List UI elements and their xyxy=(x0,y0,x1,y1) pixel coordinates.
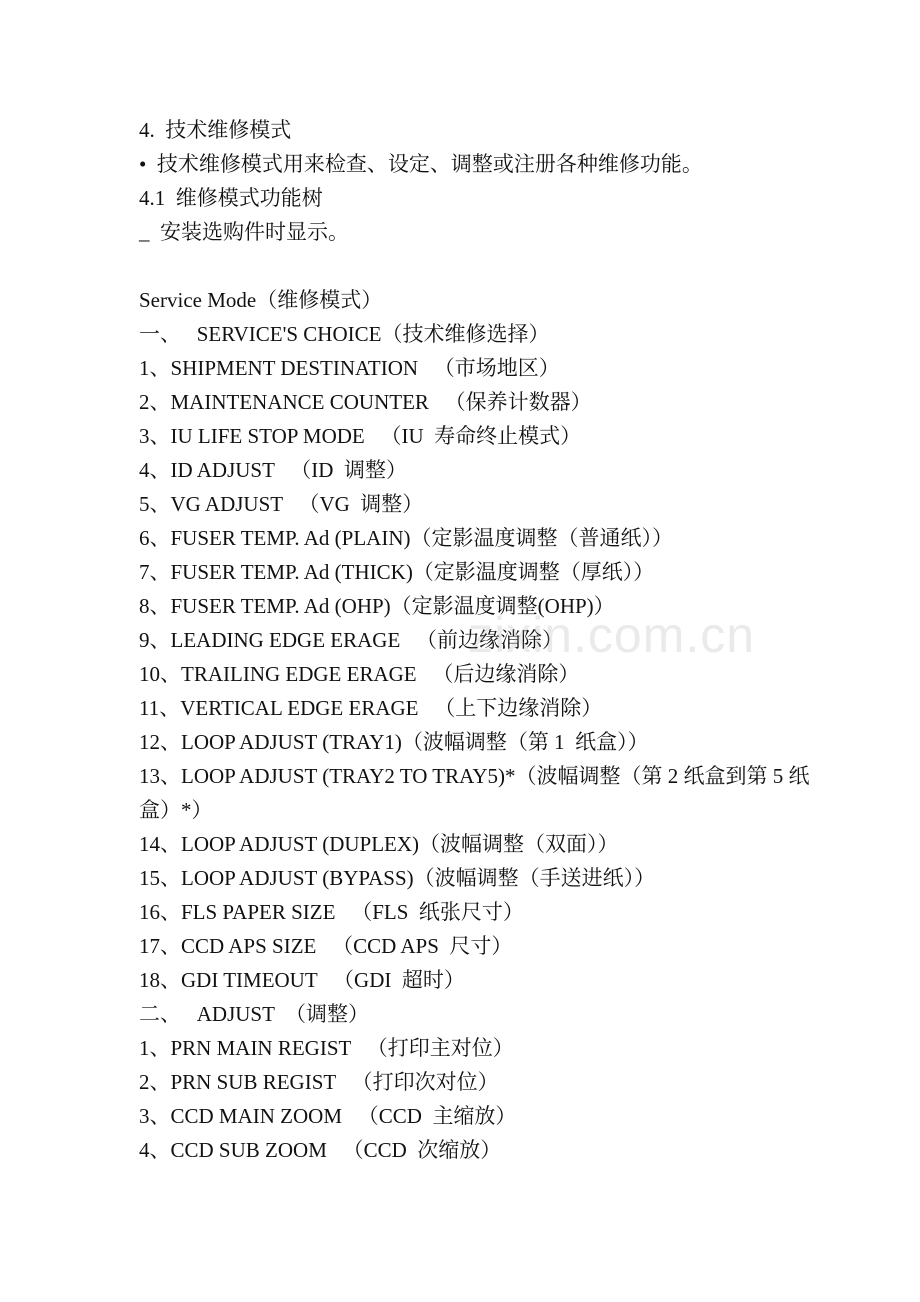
list-item: 3、IU LIFE STOP MODE （IU 寿命终止模式） xyxy=(139,424,582,448)
list-item: 2、MAINTENANCE COUNTER （保养计数器） xyxy=(139,390,592,414)
list-item: 1、SHIPMENT DESTINATION （市场地区） xyxy=(139,356,560,380)
list-item: 15、LOOP ADJUST (BYPASS)（波幅调整（手送进纸）） xyxy=(139,866,656,890)
section-heading: 4.1 维修模式功能树 xyxy=(139,186,323,210)
list-item: 13、LOOP ADJUST (TRAY2 TO TRAY5)*（波幅调整（第 2 纸盒到第 5 纸盒）*） xyxy=(139,764,810,822)
list-item: 2、PRN SUB REGIST （打印次对位） xyxy=(139,1070,499,1094)
section-one-title: 一、 SERVICE'S CHOICE（技术维修选择） xyxy=(139,322,550,346)
blank-line xyxy=(139,249,819,283)
list-item: 3、CCD MAIN ZOOM （CCD 主缩放） xyxy=(139,1104,517,1128)
watermark: zixin.com.cn xyxy=(468,607,756,663)
list-item: 16、FLS PAPER SIZE （FLS 纸张尺寸） xyxy=(139,900,524,924)
list-item: 6、FUSER TEMP. Ad (PLAIN)（定影温度调整（普通纸）） xyxy=(139,526,673,550)
list-item: 9、LEADING EDGE ERAGE （前边缘消除） xyxy=(139,628,564,652)
list-item: 17、CCD APS SIZE （CCD APS 尺寸） xyxy=(139,934,513,958)
list-item: 1、PRN MAIN REGIST （打印主对位） xyxy=(139,1036,514,1060)
section-two-title: 二、 ADJUST （调整） xyxy=(139,1002,370,1026)
list-item: 8、FUSER TEMP. Ad (OHP)（定影温度调整(OHP)） xyxy=(139,594,615,618)
intro-bullet: • 技术维修模式用来检查、设定、调整或注册各种维修功能。 xyxy=(139,152,703,176)
option-note: _ 安装选购件时显示。 xyxy=(139,220,349,244)
list-item: 12、LOOP ADJUST (TRAY1)（波幅调整（第 1 纸盒）） xyxy=(139,730,649,754)
list-item: 4、CCD SUB ZOOM （CCD 次缩放） xyxy=(139,1138,502,1162)
list-item: 7、FUSER TEMP. Ad (THICK)（定影温度调整（厚纸）） xyxy=(139,560,655,584)
list-item: 18、GDI TIMEOUT （GDI 超时） xyxy=(139,968,465,992)
service-mode-title: Service Mode（维修模式） xyxy=(139,288,383,312)
list-item: 4、ID ADJUST （ID 调整） xyxy=(139,458,407,482)
chapter-heading: 4. 技术维修模式 xyxy=(139,118,292,142)
document-body xyxy=(139,113,819,1167)
list-item: 14、LOOP ADJUST (DUPLEX)（波幅调整（双面）） xyxy=(139,832,619,856)
list-item: 10、TRAILING EDGE ERAGE （后边缘消除） xyxy=(139,662,580,686)
list-item: 5、VG ADJUST （VG 调整） xyxy=(139,492,424,516)
list-item: 11、VERTICAL EDGE ERAGE （上下边缘消除） xyxy=(139,696,603,720)
